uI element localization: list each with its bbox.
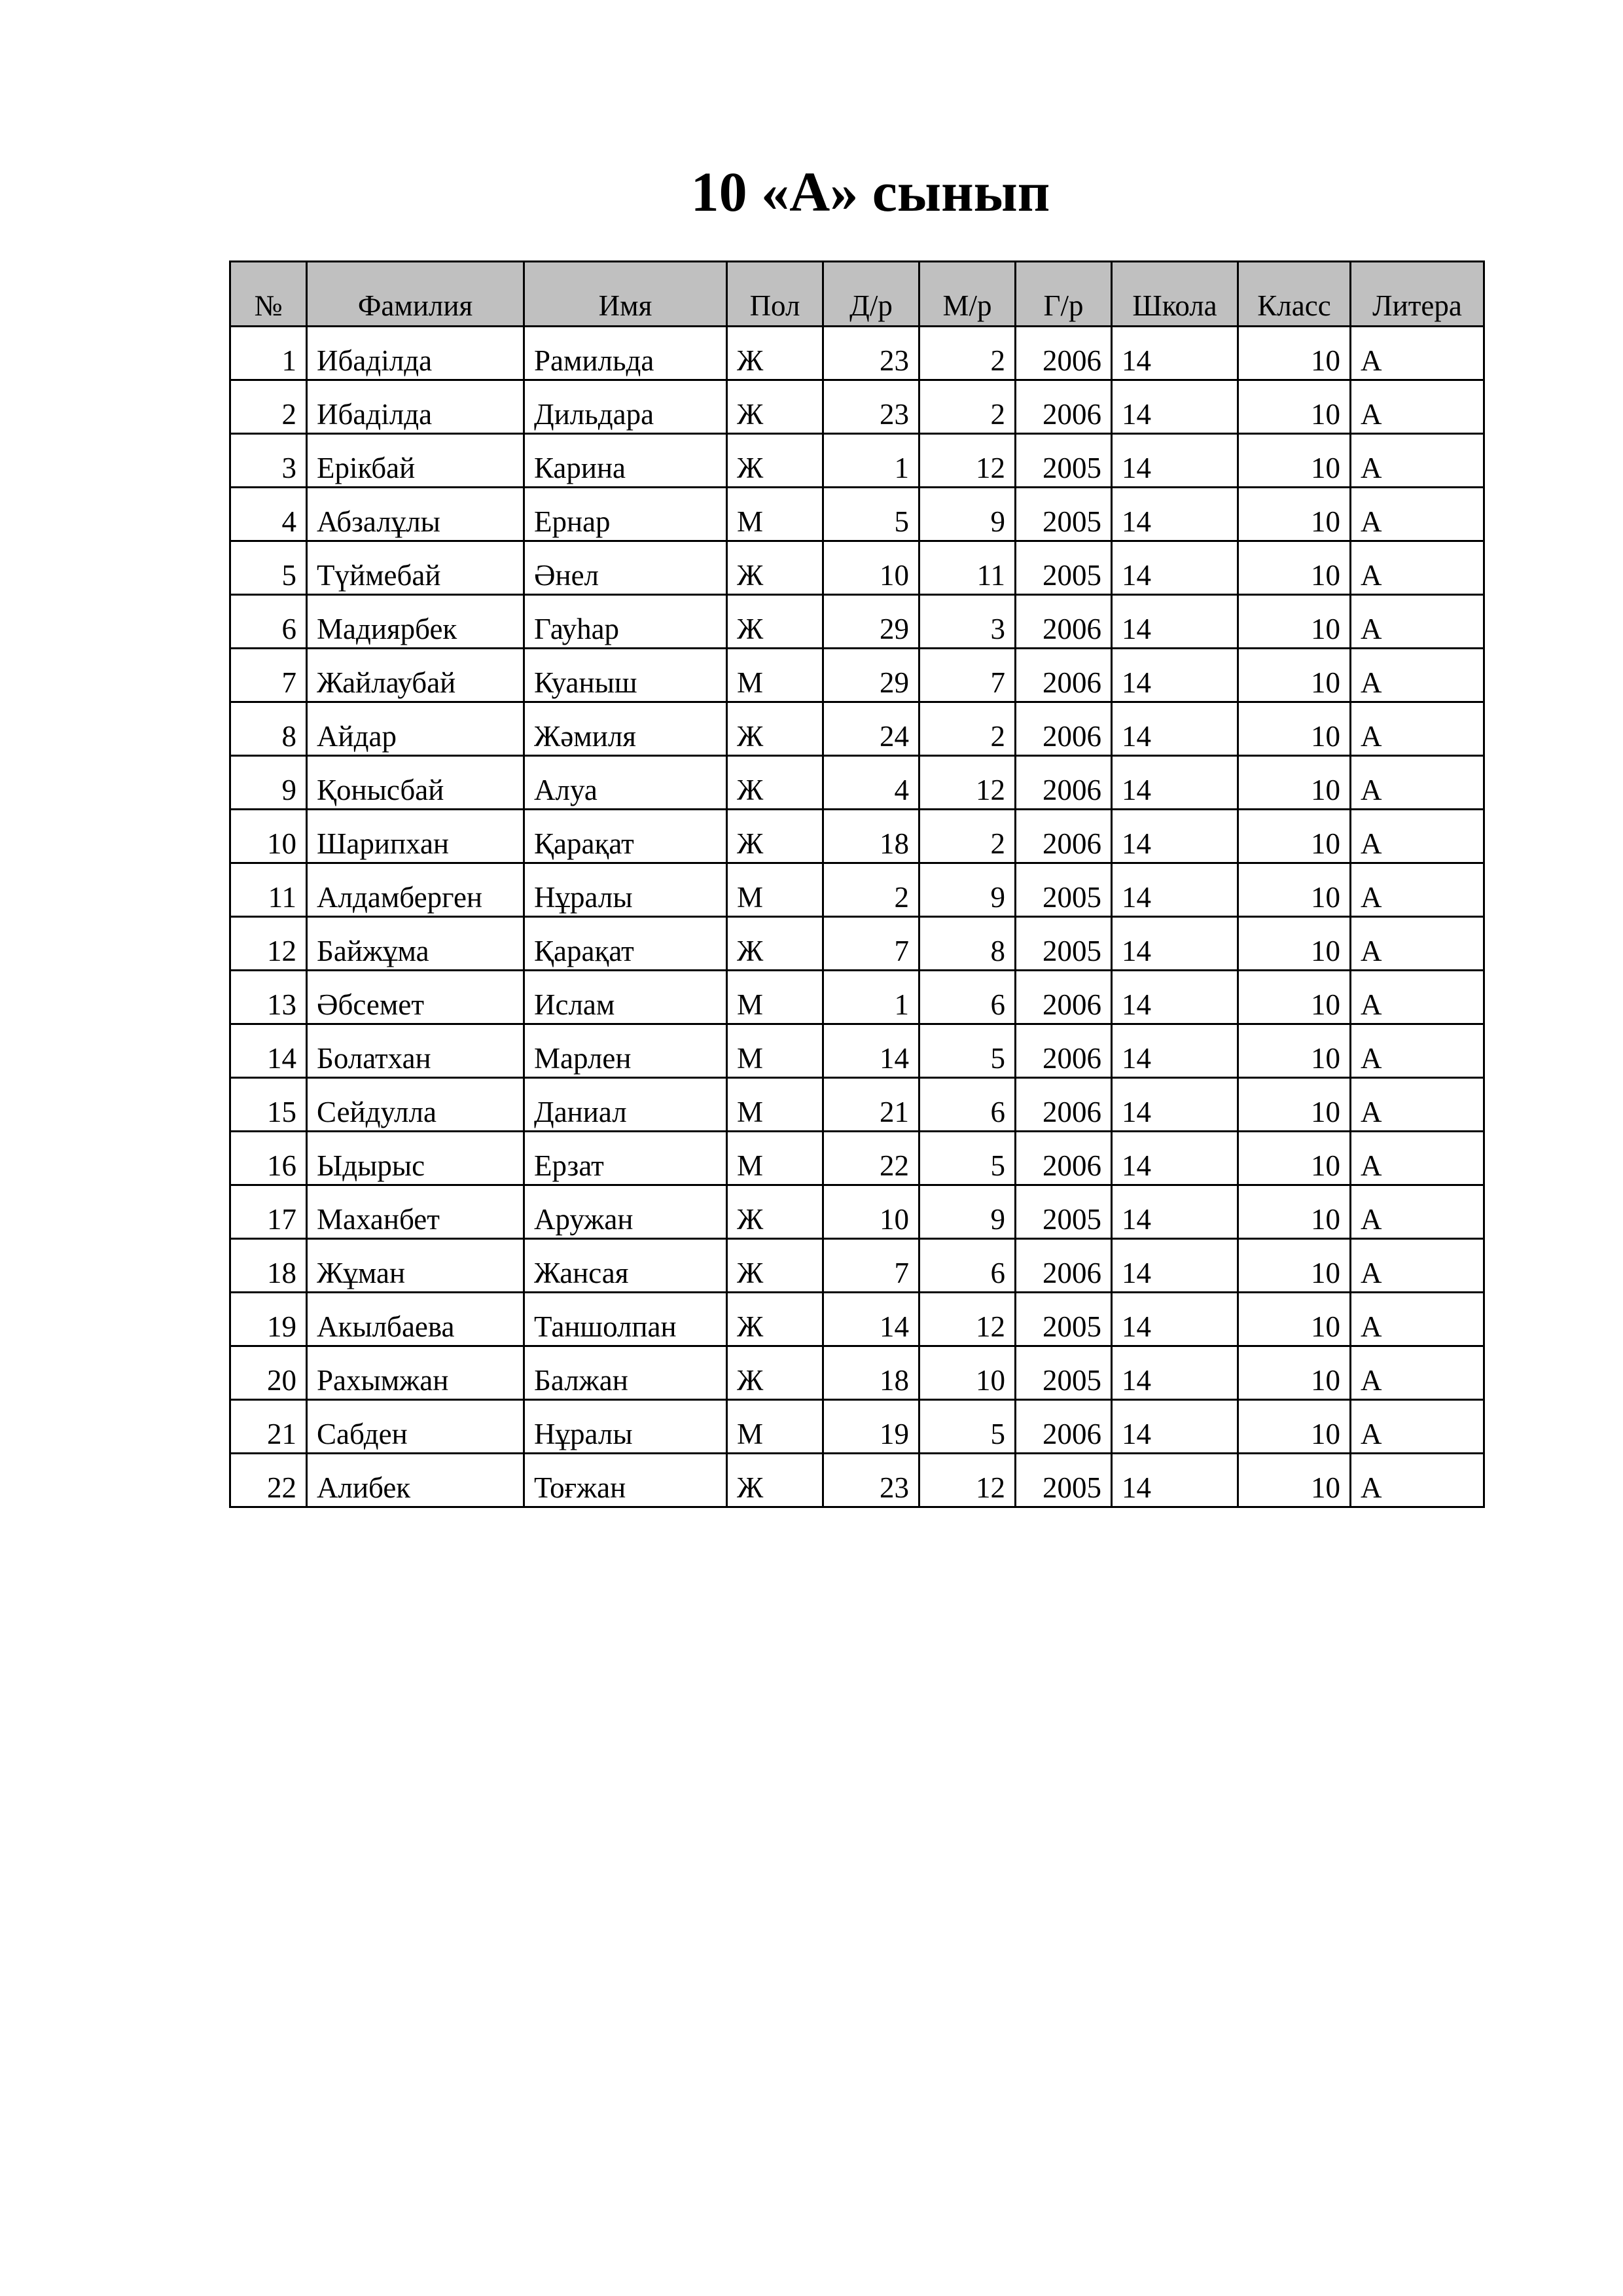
table-row — [230, 380, 1484, 434]
cell-birth-year: 2006 — [1016, 1024, 1112, 1078]
cell-birth-month: 7 — [919, 649, 1016, 702]
cell-letter: А — [1351, 702, 1484, 756]
cell-birth-year: 2005 — [1016, 863, 1112, 917]
cell-birth-day: 18 — [823, 810, 919, 863]
column-header-letter: Литера — [1351, 262, 1484, 327]
cell-birth-day: 29 — [823, 649, 919, 702]
cell-gender: Ж — [727, 702, 823, 756]
cell-class: 10 — [1238, 1024, 1351, 1078]
cell-surname: Сабден — [307, 1400, 524, 1454]
cell-birth-day: 24 — [823, 702, 919, 756]
cell-birth-day: 18 — [823, 1346, 919, 1400]
cell-birth-month: 2 — [919, 327, 1016, 380]
cell-class: 10 — [1238, 1239, 1351, 1293]
column-header-birth-month: М/р — [919, 262, 1016, 327]
cell-surname: Жайлаубай — [307, 649, 524, 702]
cell-gender: М — [727, 1078, 823, 1132]
cell-number: 12 — [230, 917, 307, 971]
cell-birth-day: 7 — [823, 917, 919, 971]
cell-number: 19 — [230, 1293, 307, 1346]
column-header-school: Школа — [1112, 262, 1238, 327]
table-row — [230, 541, 1484, 595]
cell-class: 10 — [1238, 649, 1351, 702]
cell-birth-year: 2005 — [1016, 434, 1112, 488]
table-row — [230, 1346, 1484, 1400]
cell-school: 14 — [1112, 917, 1238, 971]
cell-number: 11 — [230, 863, 307, 917]
cell-gender: Ж — [727, 917, 823, 971]
cell-birth-day: 23 — [823, 380, 919, 434]
cell-surname: Қонысбай — [307, 756, 524, 810]
cell-class: 10 — [1238, 756, 1351, 810]
cell-school: 14 — [1112, 1293, 1238, 1346]
cell-name: Әнел — [524, 541, 727, 595]
cell-surname: Акылбаева — [307, 1293, 524, 1346]
cell-number: 3 — [230, 434, 307, 488]
cell-surname: Алибек — [307, 1454, 524, 1507]
cell-gender: Ж — [727, 595, 823, 649]
cell-birth-month: 2 — [919, 810, 1016, 863]
column-header-name: Имя — [524, 262, 727, 327]
cell-letter: А — [1351, 488, 1484, 541]
cell-number: 7 — [230, 649, 307, 702]
cell-name: Алуа — [524, 756, 727, 810]
table-row — [230, 649, 1484, 702]
cell-gender: М — [727, 863, 823, 917]
cell-gender: Ж — [727, 380, 823, 434]
cell-class: 10 — [1238, 1400, 1351, 1454]
cell-gender: Ж — [727, 756, 823, 810]
cell-number: 16 — [230, 1132, 307, 1185]
cell-birth-day: 29 — [823, 595, 919, 649]
cell-school: 14 — [1112, 1132, 1238, 1185]
cell-class: 10 — [1238, 917, 1351, 971]
cell-surname: Байжұма — [307, 917, 524, 971]
cell-school: 14 — [1112, 434, 1238, 488]
cell-class: 10 — [1238, 327, 1351, 380]
cell-gender: Ж — [727, 1239, 823, 1293]
cell-school: 14 — [1112, 649, 1238, 702]
cell-name: Қарақат — [524, 917, 727, 971]
cell-letter: А — [1351, 649, 1484, 702]
cell-class: 10 — [1238, 595, 1351, 649]
table-row — [230, 1293, 1484, 1346]
cell-school: 14 — [1112, 327, 1238, 380]
column-header-birth-day: Д/р — [823, 262, 919, 327]
cell-birth-month: 9 — [919, 863, 1016, 917]
cell-number: 4 — [230, 488, 307, 541]
cell-gender: Ж — [727, 1454, 823, 1507]
column-header-birth-year: Г/р — [1016, 262, 1112, 327]
cell-class: 10 — [1238, 863, 1351, 917]
cell-surname: Ибаділда — [307, 327, 524, 380]
cell-birth-day: 22 — [823, 1132, 919, 1185]
cell-number: 5 — [230, 541, 307, 595]
cell-surname: Айдар — [307, 702, 524, 756]
cell-birth-month: 9 — [919, 488, 1016, 541]
cell-number: 6 — [230, 595, 307, 649]
cell-birth-month: 6 — [919, 971, 1016, 1024]
cell-school: 14 — [1112, 810, 1238, 863]
cell-name: Куаныш — [524, 649, 727, 702]
table-body — [230, 327, 1484, 1507]
cell-letter: А — [1351, 1454, 1484, 1507]
table-row — [230, 488, 1484, 541]
cell-letter: А — [1351, 327, 1484, 380]
cell-letter: А — [1351, 1024, 1484, 1078]
cell-class: 10 — [1238, 1132, 1351, 1185]
cell-class: 10 — [1238, 702, 1351, 756]
cell-gender: Ж — [727, 1185, 823, 1239]
cell-birth-year: 2005 — [1016, 541, 1112, 595]
cell-number: 2 — [230, 380, 307, 434]
cell-number: 9 — [230, 756, 307, 810]
cell-gender: Ж — [727, 434, 823, 488]
cell-birth-month: 8 — [919, 917, 1016, 971]
cell-birth-day: 14 — [823, 1293, 919, 1346]
cell-birth-month: 5 — [919, 1024, 1016, 1078]
cell-name: Даниал — [524, 1078, 727, 1132]
cell-class: 10 — [1238, 1346, 1351, 1400]
table-row — [230, 1024, 1484, 1078]
cell-birth-year: 2006 — [1016, 1078, 1112, 1132]
cell-surname: Мадиярбек — [307, 595, 524, 649]
cell-birth-year: 2006 — [1016, 595, 1112, 649]
cell-letter: А — [1351, 380, 1484, 434]
cell-school: 14 — [1112, 488, 1238, 541]
cell-letter: А — [1351, 971, 1484, 1024]
cell-name: Нұралы — [524, 1400, 727, 1454]
cell-birth-month: 10 — [919, 1346, 1016, 1400]
cell-surname: Жұман — [307, 1239, 524, 1293]
cell-name: Дильдара — [524, 380, 727, 434]
cell-gender: М — [727, 1024, 823, 1078]
cell-school: 14 — [1112, 1239, 1238, 1293]
cell-class: 10 — [1238, 434, 1351, 488]
column-header-gender: Пол — [727, 262, 823, 327]
cell-birth-month: 12 — [919, 434, 1016, 488]
cell-class: 10 — [1238, 1185, 1351, 1239]
cell-school: 14 — [1112, 702, 1238, 756]
cell-surname: Ерікбай — [307, 434, 524, 488]
cell-birth-day: 14 — [823, 1024, 919, 1078]
cell-name: Ерзат — [524, 1132, 727, 1185]
table-row — [230, 434, 1484, 488]
cell-birth-year: 2006 — [1016, 756, 1112, 810]
cell-number: 18 — [230, 1239, 307, 1293]
cell-class: 10 — [1238, 541, 1351, 595]
cell-birth-month: 6 — [919, 1078, 1016, 1132]
cell-name: Нұралы — [524, 863, 727, 917]
cell-birth-year: 2006 — [1016, 702, 1112, 756]
cell-name: Қарақат — [524, 810, 727, 863]
cell-birth-day: 23 — [823, 327, 919, 380]
cell-birth-year: 2006 — [1016, 1132, 1112, 1185]
cell-birth-month: 2 — [919, 380, 1016, 434]
cell-letter: А — [1351, 1185, 1484, 1239]
cell-birth-year: 2005 — [1016, 1185, 1112, 1239]
table-row — [230, 756, 1484, 810]
cell-school: 14 — [1112, 863, 1238, 917]
cell-birth-month: 12 — [919, 756, 1016, 810]
cell-class: 10 — [1238, 1293, 1351, 1346]
cell-surname: Рахымжан — [307, 1346, 524, 1400]
cell-birth-month: 5 — [919, 1132, 1016, 1185]
cell-birth-month: 6 — [919, 1239, 1016, 1293]
cell-school: 14 — [1112, 595, 1238, 649]
cell-surname: Абзалұлы — [307, 488, 524, 541]
table-row — [230, 1239, 1484, 1293]
cell-birth-day: 4 — [823, 756, 919, 810]
cell-name: Ернар — [524, 488, 727, 541]
cell-birth-year: 2006 — [1016, 810, 1112, 863]
cell-birth-month: 2 — [919, 702, 1016, 756]
cell-number: 13 — [230, 971, 307, 1024]
cell-gender: М — [727, 649, 823, 702]
cell-letter: А — [1351, 756, 1484, 810]
cell-gender: М — [727, 1400, 823, 1454]
cell-number: 20 — [230, 1346, 307, 1400]
cell-number: 14 — [230, 1024, 307, 1078]
cell-letter: А — [1351, 917, 1484, 971]
cell-surname: Болатхан — [307, 1024, 524, 1078]
cell-class: 10 — [1238, 488, 1351, 541]
cell-name: Жәмиля — [524, 702, 727, 756]
cell-class: 10 — [1238, 1078, 1351, 1132]
column-header-number: № — [230, 262, 307, 327]
cell-letter: А — [1351, 863, 1484, 917]
cell-gender: Ж — [727, 810, 823, 863]
cell-birth-month: 9 — [919, 1185, 1016, 1239]
cell-number: 21 — [230, 1400, 307, 1454]
cell-birth-month: 11 — [919, 541, 1016, 595]
cell-gender: Ж — [727, 541, 823, 595]
cell-birth-year: 2006 — [1016, 649, 1112, 702]
cell-school: 14 — [1112, 1078, 1238, 1132]
cell-birth-year: 2006 — [1016, 1400, 1112, 1454]
table-row — [230, 1454, 1484, 1507]
cell-birth-day: 21 — [823, 1078, 919, 1132]
cell-name: Марлен — [524, 1024, 727, 1078]
cell-surname: Шарипхан — [307, 810, 524, 863]
cell-letter: А — [1351, 434, 1484, 488]
cell-school: 14 — [1112, 1346, 1238, 1400]
cell-school: 14 — [1112, 1454, 1238, 1507]
cell-letter: А — [1351, 1078, 1484, 1132]
cell-letter: А — [1351, 1132, 1484, 1185]
cell-birth-day: 19 — [823, 1400, 919, 1454]
cell-surname: Ыдырыс — [307, 1132, 524, 1185]
cell-birth-year: 2005 — [1016, 917, 1112, 971]
cell-birth-year: 2006 — [1016, 380, 1112, 434]
cell-school: 14 — [1112, 1400, 1238, 1454]
page-title: 10 «А» сынып — [690, 160, 1050, 223]
cell-birth-day: 23 — [823, 1454, 919, 1507]
table-row — [230, 810, 1484, 863]
cell-letter: А — [1351, 1293, 1484, 1346]
cell-letter: А — [1351, 595, 1484, 649]
cell-name: Ислам — [524, 971, 727, 1024]
cell-gender: Ж — [727, 327, 823, 380]
cell-school: 14 — [1112, 541, 1238, 595]
cell-birth-day: 5 — [823, 488, 919, 541]
table-header-row — [230, 262, 1484, 327]
cell-birth-day: 7 — [823, 1239, 919, 1293]
cell-name: Таншолпан — [524, 1293, 727, 1346]
cell-name: Жансая — [524, 1239, 727, 1293]
cell-class: 10 — [1238, 380, 1351, 434]
cell-birth-month: 12 — [919, 1293, 1016, 1346]
cell-name: Рамильда — [524, 327, 727, 380]
cell-birth-day: 10 — [823, 1185, 919, 1239]
cell-surname: Әбсемет — [307, 971, 524, 1024]
column-header-class: Класс — [1238, 262, 1351, 327]
cell-birth-year: 2005 — [1016, 1454, 1112, 1507]
cell-class: 10 — [1238, 810, 1351, 863]
cell-gender: Ж — [727, 1293, 823, 1346]
cell-number: 15 — [230, 1078, 307, 1132]
table-row — [230, 1400, 1484, 1454]
cell-number: 10 — [230, 810, 307, 863]
table-row — [230, 595, 1484, 649]
cell-gender: М — [727, 971, 823, 1024]
cell-birth-month: 3 — [919, 595, 1016, 649]
cell-number: 17 — [230, 1185, 307, 1239]
cell-letter: А — [1351, 1400, 1484, 1454]
cell-birth-day: 2 — [823, 863, 919, 917]
cell-birth-year: 2006 — [1016, 1239, 1112, 1293]
cell-birth-month: 12 — [919, 1454, 1016, 1507]
cell-letter: А — [1351, 810, 1484, 863]
cell-birth-month: 5 — [919, 1400, 1016, 1454]
cell-letter: А — [1351, 1239, 1484, 1293]
cell-school: 14 — [1112, 380, 1238, 434]
cell-letter: А — [1351, 541, 1484, 595]
cell-birth-year: 2005 — [1016, 1346, 1112, 1400]
cell-number: 22 — [230, 1454, 307, 1507]
cell-class: 10 — [1238, 971, 1351, 1024]
cell-name: Гауһар — [524, 595, 727, 649]
cell-name: Балжан — [524, 1346, 727, 1400]
table-row — [230, 917, 1484, 971]
cell-number: 8 — [230, 702, 307, 756]
cell-birth-day: 1 — [823, 434, 919, 488]
cell-surname: Алдамберген — [307, 863, 524, 917]
cell-surname: Түймебай — [307, 541, 524, 595]
table-row — [230, 1078, 1484, 1132]
cell-birth-year: 2005 — [1016, 488, 1112, 541]
cell-name: Аружан — [524, 1185, 727, 1239]
cell-birth-day: 10 — [823, 541, 919, 595]
cell-letter: А — [1351, 1346, 1484, 1400]
cell-birth-year: 2006 — [1016, 971, 1112, 1024]
cell-name: Карина — [524, 434, 727, 488]
cell-gender: Ж — [727, 1346, 823, 1400]
cell-school: 14 — [1112, 1185, 1238, 1239]
table-row — [230, 702, 1484, 756]
cell-school: 14 — [1112, 1024, 1238, 1078]
cell-gender: М — [727, 488, 823, 541]
cell-school: 14 — [1112, 756, 1238, 810]
cell-name: Тоғжан — [524, 1454, 727, 1507]
column-header-surname: Фамилия — [307, 262, 524, 327]
table-row — [230, 971, 1484, 1024]
cell-birth-day: 1 — [823, 971, 919, 1024]
cell-birth-year: 2006 — [1016, 327, 1112, 380]
cell-birth-year: 2005 — [1016, 1293, 1112, 1346]
cell-surname: Сейдулла — [307, 1078, 524, 1132]
cell-school: 14 — [1112, 971, 1238, 1024]
cell-number: 1 — [230, 327, 307, 380]
cell-surname: Ибаділда — [307, 380, 524, 434]
table-row — [230, 863, 1484, 917]
table-row — [230, 1132, 1484, 1185]
cell-class: 10 — [1238, 1454, 1351, 1507]
table-row — [230, 1185, 1484, 1239]
cell-gender: М — [727, 1132, 823, 1185]
cell-surname: Маханбет — [307, 1185, 524, 1239]
table-row — [230, 327, 1484, 380]
student-table — [229, 260, 1485, 1508]
